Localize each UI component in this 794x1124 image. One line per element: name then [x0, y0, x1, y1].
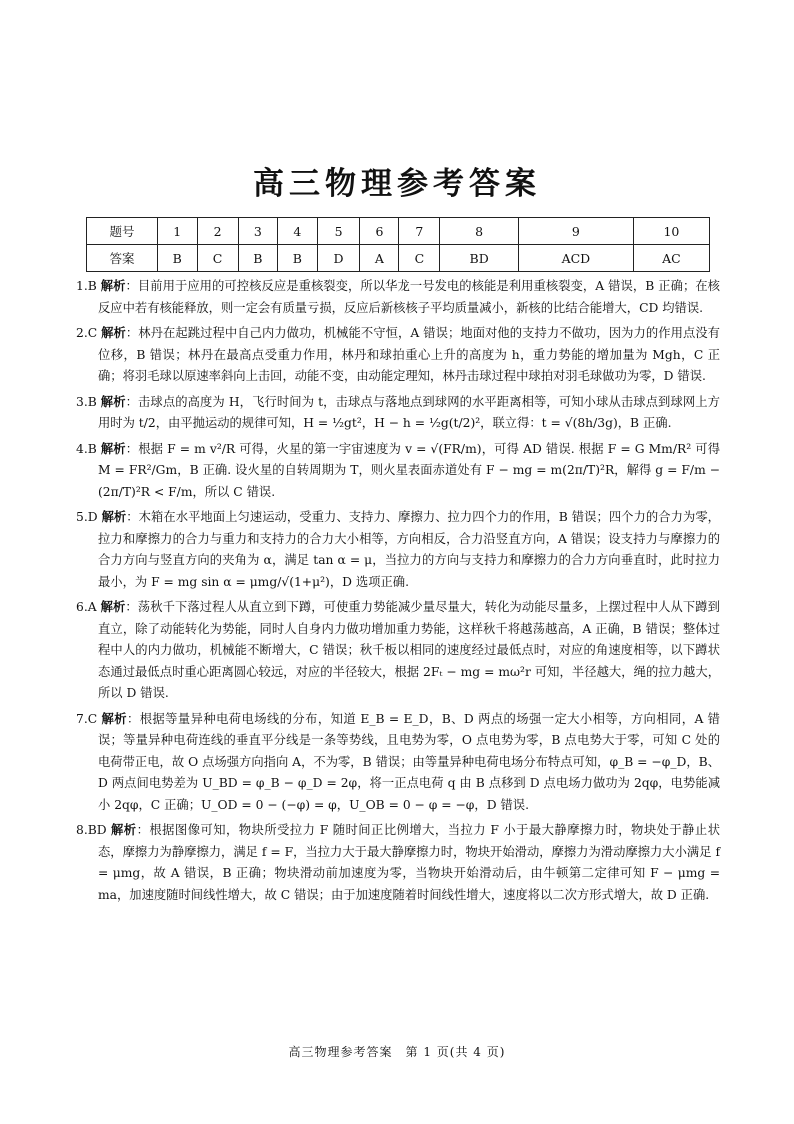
table-cell: ACD	[518, 245, 633, 272]
table-cell: 9	[518, 218, 633, 245]
question-text: ：木箱在水平地面上匀速运动，受重力、支持力、摩擦力、拉力四个力的作用，B 错误；四个力的合力为零，拉力和摩擦力的合力与重力和支持力的合力大小相等，方向相反，合力沿竖直方向，A 错误；设支持力与摩擦力的合力方向与竖直方向的夹角为 α，满足 tan α = μ，当拉力的方向与支持力和摩擦力的合力方向垂直时，此时拉力最小，为 F = mg sin α = μmg/√(1+μ²)，D 选项正确.	[98, 510, 720, 589]
question-text: ：荡秋千下落过程人从直立到下蹲，可使重力势能减少量尽量大，转化为动能尽量多，上摆过程中人从下蹲到直立，除了动能转化为势能，同时人自身内力做功增加重力势能，这样秋千将越荡越高，A 正确，B 错误；整体过程中人的内力做功，机械能不断增大，C 错误；秋千板以相同的速度经过最低点时，对应的角速度相等，以下蹲状态通过最低点时重心距离圆心较远，对应的半径较大，根据 2Fₜ − mg = mω²r 可知，半径越大，绳的拉力越大，所以 D 错误.	[98, 600, 720, 700]
question-text: ：击球点的高度为 H，飞行时间为 t，击球点与落地点到球网的水平距离相等，可知小球从击球点到球网上方用时为 t/2，由平抛运动的规律可知，H = ½gt²，H − h = ½g(t/2)²，联立得：t = √(8h/3g)，B 正确.	[98, 394, 720, 430]
page-title: 高三物理参考答案	[253, 166, 541, 202]
table-row-numbers	[87, 218, 710, 245]
question-number: 3.B	[76, 394, 97, 409]
question-text: ：目前用于应用的可控核反应是重核裂变，所以华龙一号发电的核能是利用重核裂变，A 错误，B 正确；在核反应中若有核能释放，则一定会有质量亏损，反应后新核核子平均质量减小，新核的比结合能增大，CD 均错误.	[98, 279, 720, 315]
table-row-answers	[87, 245, 710, 272]
table-cell: 8	[440, 218, 518, 245]
question-number: 1.B	[76, 279, 97, 293]
answer-table	[86, 217, 710, 272]
question-text: ：根据 F = m v²/R 可得，火星的第一宇宙速度为 v = √(FR/m)，可得 AD 错误. 根据 F = G Mm/R² 可得 M = FR²/Gm，B 正确. 设火星的自转周期为 T，则火星表面赤道处有 F − mg = m(2π/T)²R，解得 g = F/m − (2π/T)²R < F/m，所以 C 错误.	[98, 441, 720, 499]
analysis-label: 解析	[100, 441, 126, 456]
table-cell: B	[278, 245, 318, 272]
analysis-label: 解析	[101, 711, 127, 726]
table-cell: 4	[278, 218, 318, 245]
analysis-label: 解析	[100, 279, 126, 293]
question-text: ：林丹在起跳过程中自己内力做功，机械能不守恒，A 错误；地面对他的支持力不做功，因为力的作用点没有位移，B 错误；林丹在最高点受重力作用，林丹和球拍重心上升的高度为 h，重力势能的增加量为 Mgh，C 正确；将羽毛球以原速率斜向上击回，动能不变，由动能定理知，林丹击球过程中球拍对羽毛球做功为零，D 错误.	[98, 326, 720, 383]
question-8	[76, 820, 720, 906]
page-footer: 高三物理参考答案 第 1 页(共 4 页)	[288, 1045, 506, 1059]
table-cell: 5	[317, 218, 360, 245]
question-number: 7.C	[76, 711, 98, 726]
table-cell: 1	[158, 218, 198, 245]
question-2	[76, 323, 720, 388]
question-1	[76, 276, 720, 319]
table-header-cell: 答案	[87, 245, 158, 272]
analysis-label: 解析	[100, 394, 126, 409]
analysis-section	[76, 276, 720, 910]
question-6	[76, 597, 720, 705]
table-cell: C	[197, 245, 238, 272]
table-cell: D	[317, 245, 360, 272]
analysis-label: 解析	[101, 510, 127, 524]
table-cell: B	[238, 245, 278, 272]
question-number: 2.C	[76, 326, 98, 340]
question-4	[76, 439, 720, 504]
table-cell: AC	[633, 245, 709, 272]
table-cell: C	[399, 245, 440, 272]
table-cell: 3	[238, 218, 278, 245]
question-number: 6.A	[76, 600, 97, 614]
table-cell: BD	[440, 245, 518, 272]
question-text: ：根据等量异种电荷电场线的分布，知道 E_B = E_D，B、D 两点的场强一定大小相等，方向相同，A 错误；等量异种电荷连线的垂直平分线是一条等势线，且电势为零，O 点电势为零，B 点电势大于零，可知 C 处的电荷带正电，故 O 点场强方向指向 A，不为零，B 错误；由等量异种电荷电场分布特点可知，φ_B = −φ_D，B、D 两点间电势差为 U_BD = φ_B − φ_D = 2φ，将一正点电荷 q 由 B 点移到 D 点电场力做功为 2qφ，电势能减小 2qφ，C 正确；U_OD = 0 − (−φ) = φ，U_OB = 0 − φ = −φ，D 错误.	[98, 711, 720, 812]
question-number: 8.BD	[76, 823, 107, 837]
question-5	[76, 507, 720, 593]
question-number: 4.B	[76, 441, 97, 456]
analysis-label: 解析	[100, 600, 126, 614]
table-cell: 2	[197, 218, 238, 245]
question-text: ：根据图像可知，物块所受拉力 F 随时间正比例增大，当拉力 F 小于最大静摩擦力时，物块处于静止状态，摩擦力为静摩擦力，满足 f = F，当拉力大于最大静摩擦力时，物块开始滑动，摩擦力为滑动摩擦力大小满足 f = μmg，故 A 错误，B 正确；物块滑动前加速度为零，当物块开始滑动后，由牛顿第二定律可知 F − μmg = ma，加速度随时间线性增大，故 C 错误；由于加速度随着时间线性增大，速度将以二次方形式增大，故 D 正确.	[98, 823, 720, 902]
question-number: 5.D	[76, 510, 98, 524]
table-cell: 6	[360, 218, 399, 245]
question-3	[76, 392, 720, 435]
analysis-label: 解析	[101, 326, 126, 340]
table-header-cell: 题号	[87, 218, 158, 245]
table-cell: 7	[399, 218, 440, 245]
table-cell: B	[158, 245, 198, 272]
table-cell: A	[360, 245, 399, 272]
analysis-label: 解析	[111, 823, 137, 837]
table-cell: 10	[633, 218, 709, 245]
question-7	[76, 709, 720, 817]
